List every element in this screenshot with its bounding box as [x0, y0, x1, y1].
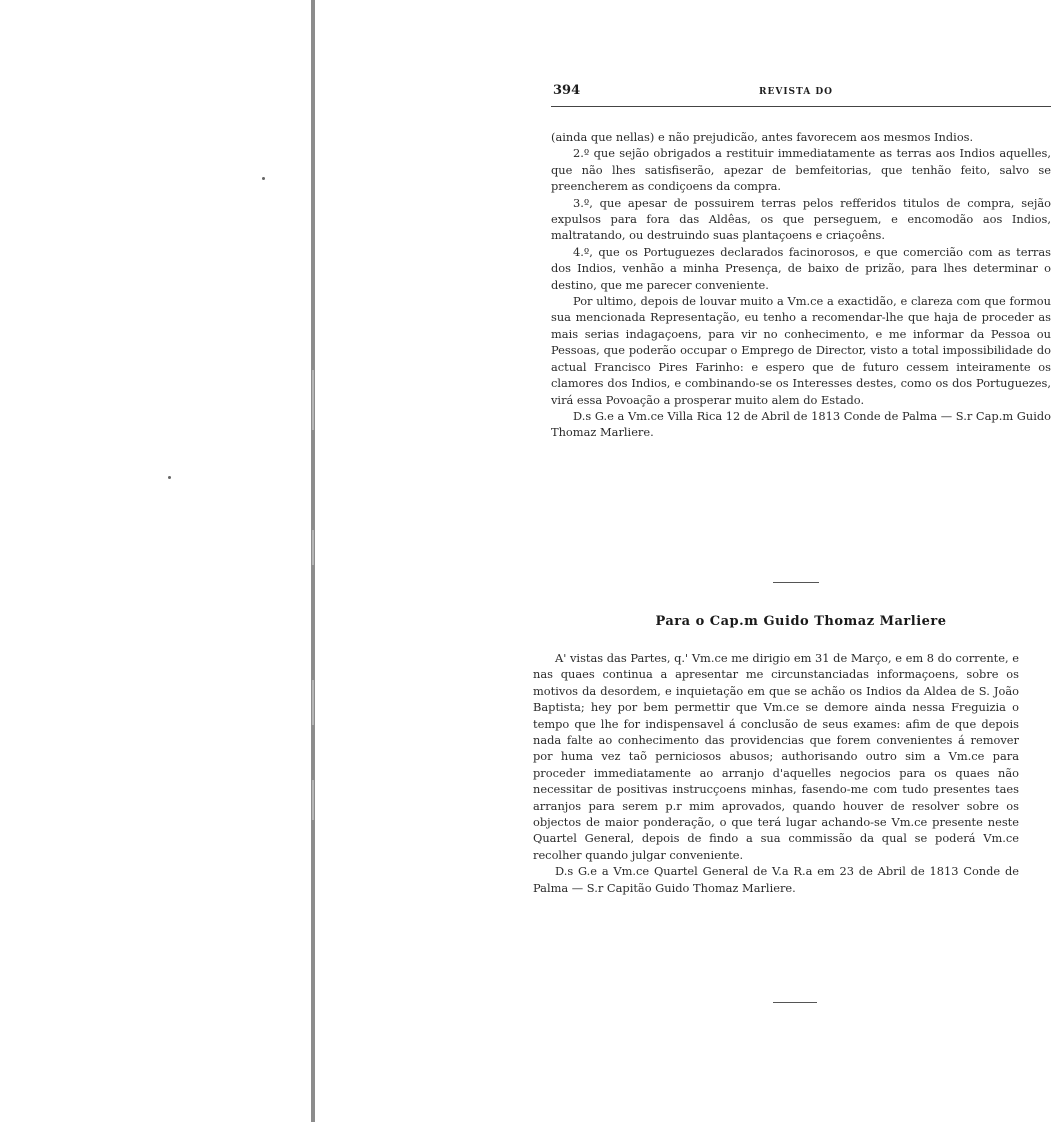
signature-line: D.s G.e a Vm.ce Villa Rica 12 de Abril de 1813 Conde de Palma — S.r Cap.m Guido Thomaz Marliere.	[551, 408, 1051, 440]
letter-two-body	[533, 650, 1019, 896]
header-rule	[551, 106, 1051, 107]
letter-one-body	[551, 129, 1051, 441]
running-head: REVISTA DO	[759, 87, 833, 97]
gutter-mark	[312, 780, 314, 820]
scan-speck	[168, 476, 171, 479]
paragraph: 4.º, que os Portuguezes declarados facinorosos, e que comercião com as terras dos Indios, venhão a minha Presença, de baixo de prizão, para lhes determinar o destino, que me parecer conveniente.	[551, 244, 1051, 292]
paragraph: A' vistas das Partes, q.' Vm.ce me dirigio em 31 de Março, e em 8 do corrente, e nas quaes continua a apresentar me circunstanciadas informaçoens, sobre os motivos da desordem, e inquietação em que se achão os Indios da Aldea de S. João Baptista; hey por bem permettir que Vm.ce se demore ainda nessa Freguizia o tempo que lhe for indispensavel á conclusão de seus exames: afim de que depois nada falte ao conhecimento das providencias que forem convenientes á remover por huma vez taõ perniciosos abusos; authorisando outro sim a Vm.ce para proceder immediatamente ao arranjo d'aquelles negocios para os quaes não necessitar de positivas instrucçoens minhas, fasendo-me com tudo presentes taes arranjos para serem p.r mim aprovados, quando houver de resolver sobre os objectos de maior ponderação, o que terá lugar achando-se Vm.ce presente neste Quartel General, depois de findo a sua commissão da qual se poderá Vm.ce recolher quando julgar conveniente.	[533, 651, 1019, 862]
page-header	[551, 80, 1051, 104]
paragraph: 2.º que sejão obrigados a restituir immediatamente as terras aos Indios aquelles, que não lhes satisfiserão, apezar de bemfeitorias, que tenhão feito, salvo se preencherem as condiçoens da compra.	[551, 146, 1051, 194]
paragraph: (ainda que nellas) e não prejudicão, antes favorecem aos mesmos Indios.	[551, 130, 974, 144]
gutter-mark	[312, 370, 314, 430]
paragraph: 3.º, que apesar de possuirem terras pelos refferidos titulos de compra, sejão expulsos para fora das Aldêas, os que perseguem, e encomodão aos Indios, maltratando, ou destruindo suas plantaçoens e criaçoêns.	[551, 195, 1051, 243]
page-number: 394	[553, 83, 581, 98]
section-divider	[773, 1002, 817, 1003]
gutter-mark	[312, 680, 314, 725]
paragraph: Por ultimo, depois de louvar muito a Vm.ce a exactidão, e clareza com que formou sua mencionada Representação, eu tenho a recomendar-lhe que haja de proceder as mais serias indagaçoens, para vir no conhecimento, e me informar da Pessoa ou Pessoas, que poderão occupar o Emprego de Director, visto a total impossibilidade do actual Francisco Pires Farinho: e espero que de futuro cessem inteiramente os clamores dos Indios, e combinando-se os Interesses destes, como os dos Portuguezes, virá essa Povoação a prosperar muito alem do Estado.	[551, 294, 1051, 407]
letter-title: Para o Cap.m Guido Thomaz Marliere	[655, 614, 947, 629]
gutter-mark	[312, 530, 314, 565]
book-page	[533, 80, 1051, 1100]
section-divider	[773, 582, 819, 583]
signature-line: D.s G.e a Vm.ce Quartel General de V.a R.a em 23 de Abril de 1813 Conde de Palma — S.r Capitão Guido Thomaz Marliere.	[533, 864, 1019, 895]
scan-speck	[262, 177, 265, 180]
